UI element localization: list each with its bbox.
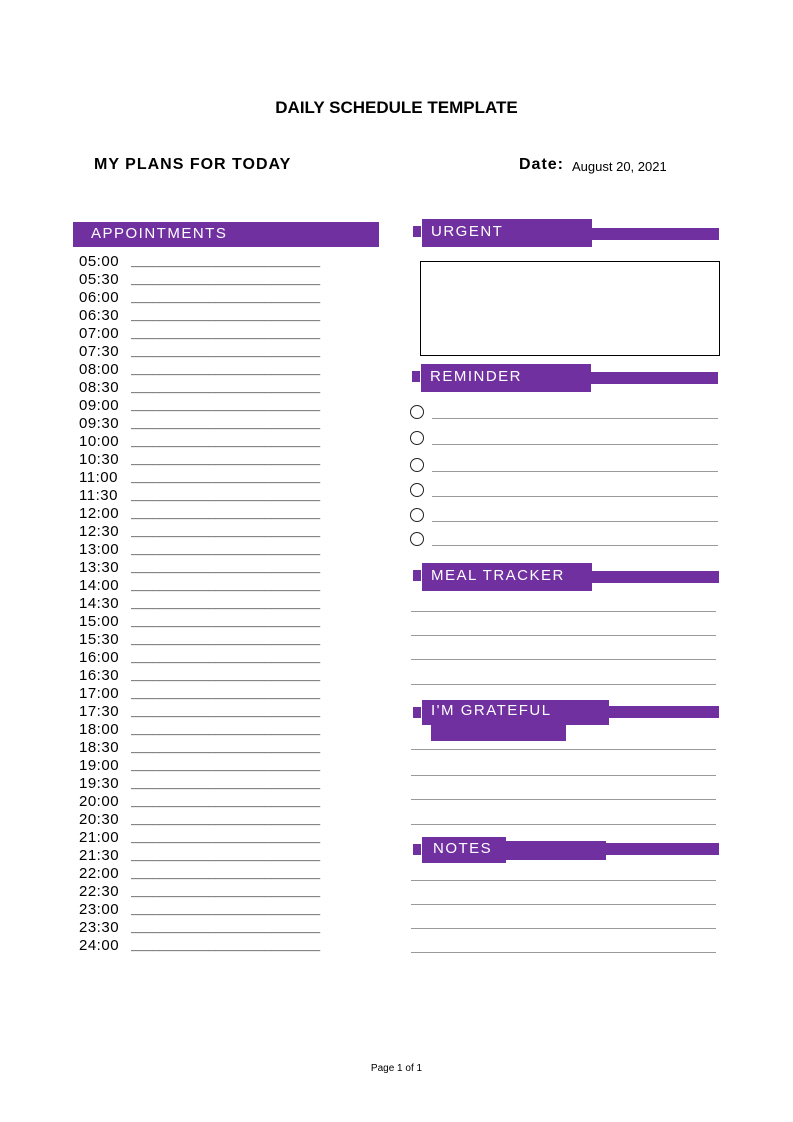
- appointment-time: 21:30: [79, 847, 120, 864]
- appointment-blank[interactable]: ___________________________: [131, 508, 321, 522]
- appointment-time: 05:30: [79, 271, 120, 288]
- appointment-blank[interactable]: ___________________________: [131, 904, 321, 918]
- appointment-time: 12:30: [79, 523, 120, 540]
- appointment-row[interactable]: [79, 847, 320, 865]
- banner-bar: [591, 372, 718, 384]
- appointment-blank[interactable]: ___________________________: [131, 382, 321, 396]
- appointment-blank[interactable]: ___________________________: [131, 328, 321, 342]
- appointment-row[interactable]: [79, 667, 320, 685]
- appointment-time: 15:30: [79, 631, 120, 648]
- reminder-checkbox[interactable]: [410, 431, 424, 445]
- appointment-row[interactable]: [79, 379, 320, 397]
- appointment-row[interactable]: [79, 883, 320, 901]
- appointment-blank[interactable]: ___________________________: [131, 814, 321, 828]
- appointment-time: 09:30: [79, 415, 120, 432]
- appointment-time: 10:30: [79, 451, 120, 468]
- appointment-row[interactable]: [79, 541, 320, 559]
- appointment-blank[interactable]: ___________________________: [131, 436, 321, 450]
- reminder-line[interactable]: [432, 418, 718, 419]
- appointment-row[interactable]: [79, 307, 320, 325]
- reminder-item[interactable]: [410, 405, 718, 421]
- appointment-blank[interactable]: ___________________________: [131, 292, 321, 306]
- urgent-text-box[interactable]: [420, 261, 720, 356]
- appointment-row[interactable]: [79, 811, 320, 829]
- appointment-time: 07:30: [79, 343, 120, 360]
- appointment-time: 08:00: [79, 361, 120, 378]
- appointment-time: 06:00: [79, 289, 120, 306]
- appointment-blank[interactable]: ___________________________: [131, 490, 321, 504]
- appointment-time: 14:00: [79, 577, 120, 594]
- appointment-row[interactable]: [79, 703, 320, 721]
- appointment-row[interactable]: [79, 757, 320, 775]
- appointment-blank[interactable]: ___________________________: [131, 850, 321, 864]
- appointment-row[interactable]: [79, 433, 320, 451]
- appointment-blank[interactable]: ___________________________: [131, 868, 321, 882]
- document-title: DAILY SCHEDULE TEMPLATE: [275, 98, 518, 117]
- appointment-row[interactable]: [79, 937, 320, 955]
- appointment-time: 23:30: [79, 919, 120, 936]
- reminder-line[interactable]: [432, 521, 718, 522]
- appointment-blank[interactable]: ___________________________: [131, 526, 321, 540]
- appointment-time: 11:30: [79, 487, 118, 504]
- meal-tracker-title: MEAL TRACKER: [431, 567, 565, 584]
- appointment-row[interactable]: [79, 271, 320, 289]
- appointment-blank[interactable]: ___________________________: [131, 706, 321, 720]
- banner-tab: [413, 707, 421, 718]
- appointment-time: 23:00: [79, 901, 120, 918]
- urgent-banner: [413, 219, 719, 247]
- appointment-time: 10:00: [79, 433, 120, 450]
- reminder-checkbox[interactable]: [410, 405, 424, 419]
- appointment-row[interactable]: [79, 325, 320, 343]
- banner-bar: [592, 571, 719, 583]
- meal-line[interactable]: [411, 659, 716, 660]
- appointment-row[interactable]: [79, 289, 320, 307]
- appointment-row[interactable]: [79, 919, 320, 937]
- meal-tracker-banner: [413, 563, 719, 591]
- appointment-row[interactable]: [79, 343, 320, 361]
- notes-banner: [413, 837, 719, 863]
- notes-line[interactable]: [411, 952, 716, 953]
- reminder-line[interactable]: [432, 444, 718, 445]
- notes-line[interactable]: [411, 928, 716, 929]
- appointment-blank[interactable]: ___________________________: [131, 544, 321, 558]
- urgent-title: URGENT: [431, 223, 504, 240]
- banner-bar: [606, 843, 719, 855]
- banner-tab: [413, 570, 421, 581]
- appointment-time: 20:00: [79, 793, 120, 810]
- appointment-blank[interactable]: ___________________________: [131, 724, 321, 738]
- appointment-time: 18:00: [79, 721, 120, 738]
- reminder-title: REMINDER: [430, 368, 523, 385]
- appointment-blank[interactable]: ___________________________: [131, 922, 321, 936]
- appointment-row[interactable]: [79, 685, 320, 703]
- appointment-blank[interactable]: ___________________________: [131, 598, 321, 612]
- banner-tab: [413, 844, 421, 855]
- reminder-banner: [412, 364, 718, 392]
- reminder-checkbox[interactable]: [410, 508, 424, 522]
- reminder-item[interactable]: [410, 532, 718, 548]
- banner-bar: [609, 706, 719, 718]
- banner-box-lower: [506, 841, 606, 860]
- notes-line[interactable]: [411, 880, 716, 881]
- appointment-blank[interactable]: ___________________________: [131, 418, 321, 432]
- reminder-item[interactable]: [410, 508, 718, 524]
- appointment-time: 21:00: [79, 829, 120, 846]
- appointment-blank[interactable]: ___________________________: [131, 760, 321, 774]
- appointment-blank[interactable]: ___________________________: [131, 634, 321, 648]
- banner-tab: [412, 371, 420, 382]
- date-value[interactable]: August 20, 2021: [572, 159, 667, 174]
- appointment-time: 19:00: [79, 757, 120, 774]
- appointment-blank[interactable]: ___________________________: [131, 796, 321, 810]
- appointment-row[interactable]: [79, 721, 320, 739]
- appointment-time: 11:00: [79, 469, 118, 486]
- appointment-blank[interactable]: ___________________________: [131, 562, 321, 576]
- grateful-line[interactable]: [411, 824, 716, 825]
- appointment-blank[interactable]: ___________________________: [131, 688, 321, 702]
- meal-line[interactable]: [411, 684, 716, 685]
- appointment-time: 24:00: [79, 937, 120, 954]
- plans-heading: MY PLANS FOR TODAY: [94, 156, 292, 173]
- appointment-time: 07:00: [79, 325, 120, 342]
- appointment-time: 15:00: [79, 613, 120, 630]
- reminder-checkbox[interactable]: [410, 532, 424, 546]
- appointment-blank[interactable]: ___________________________: [131, 886, 321, 900]
- appointment-time: 09:00: [79, 397, 120, 414]
- appointment-row[interactable]: [79, 739, 320, 757]
- appointment-time: 06:30: [79, 307, 120, 324]
- appointment-blank[interactable]: ___________________________: [131, 616, 321, 630]
- reminder-line[interactable]: [432, 496, 718, 497]
- reminder-item[interactable]: [410, 483, 718, 499]
- appointment-time: 16:00: [79, 649, 120, 666]
- grateful-title: I'M GRATEFUL: [431, 702, 552, 719]
- notes-title: NOTES: [433, 840, 493, 857]
- appointment-blank[interactable]: ___________________________: [131, 310, 321, 324]
- appointment-row[interactable]: [79, 415, 320, 433]
- appointment-blank[interactable]: ___________________________: [131, 472, 321, 486]
- reminder-line[interactable]: [432, 471, 718, 472]
- appointment-row[interactable]: [79, 577, 320, 595]
- appointment-time: 05:00: [79, 253, 120, 270]
- appointment-list: [79, 253, 320, 955]
- appointments-title: APPOINTMENTS: [91, 225, 228, 242]
- appointment-time: 16:30: [79, 667, 120, 684]
- appointment-row[interactable]: [79, 613, 320, 631]
- appointment-time: 22:30: [79, 883, 120, 900]
- appointment-row[interactable]: [79, 523, 320, 541]
- appointment-time: 12:00: [79, 505, 120, 522]
- appointment-blank[interactable]: ___________________________: [131, 652, 321, 666]
- appointment-blank[interactable]: ___________________________: [131, 274, 321, 288]
- appointment-blank[interactable]: ___________________________: [131, 580, 321, 594]
- appointment-time: 13:30: [79, 559, 120, 576]
- appointment-time: 17:00: [79, 685, 120, 702]
- appointment-blank[interactable]: ___________________________: [131, 364, 321, 378]
- appointment-time: 22:00: [79, 865, 120, 882]
- banner-bar: [592, 228, 719, 240]
- appointment-row[interactable]: [79, 775, 320, 793]
- notes-line[interactable]: [411, 904, 716, 905]
- reminder-checkbox[interactable]: [410, 458, 424, 472]
- banner-tab: [413, 226, 421, 237]
- appointment-blank[interactable]: ___________________________: [131, 940, 321, 954]
- appointment-row[interactable]: [79, 865, 320, 883]
- appointment-time: 19:30: [79, 775, 120, 792]
- grateful-line[interactable]: [411, 775, 716, 776]
- grateful-line[interactable]: [411, 799, 716, 800]
- appointment-row[interactable]: [79, 901, 320, 919]
- appointment-blank[interactable]: ___________________________: [131, 454, 321, 468]
- appointment-blank[interactable]: ___________________________: [131, 346, 321, 360]
- appointment-blank[interactable]: ___________________________: [131, 400, 321, 414]
- reminder-checkbox[interactable]: [410, 483, 424, 497]
- appointment-blank[interactable]: ___________________________: [131, 670, 321, 684]
- appointment-blank[interactable]: ___________________________: [131, 832, 321, 846]
- appointment-row[interactable]: [79, 397, 320, 415]
- appointment-row[interactable]: [79, 451, 320, 469]
- appointment-time: 08:30: [79, 379, 120, 396]
- appointment-blank[interactable]: ___________________________: [131, 742, 321, 756]
- appointment-row[interactable]: [79, 793, 320, 811]
- grateful-banner: [413, 700, 719, 742]
- banner-box-lower: [431, 725, 566, 741]
- grateful-line[interactable]: [411, 749, 716, 750]
- appointment-row[interactable]: [79, 595, 320, 613]
- appointment-row[interactable]: [79, 487, 320, 505]
- appointment-row[interactable]: [79, 469, 320, 487]
- meal-line[interactable]: [411, 635, 716, 636]
- appointment-time: 18:30: [79, 739, 120, 756]
- reminder-item[interactable]: [410, 431, 718, 447]
- appointment-time: 13:00: [79, 541, 120, 558]
- meal-line[interactable]: [411, 611, 716, 612]
- appointment-time: 14:30: [79, 595, 120, 612]
- page-footer: Page 1 of 1: [370, 1063, 423, 1074]
- appointment-blank[interactable]: ___________________________: [131, 778, 321, 792]
- appointment-row[interactable]: [79, 649, 320, 667]
- reminder-line[interactable]: [432, 545, 718, 546]
- appointment-time: 20:30: [79, 811, 120, 828]
- appointments-header: [73, 222, 379, 247]
- appointment-row[interactable]: [79, 829, 320, 847]
- date-label: Date:: [519, 156, 565, 173]
- appointment-time: 17:30: [79, 703, 120, 720]
- reminder-item[interactable]: [410, 458, 718, 474]
- appointment-blank[interactable]: ___________________________: [131, 256, 321, 270]
- appointment-row[interactable]: [79, 631, 320, 649]
- appointment-row[interactable]: [79, 361, 320, 379]
- appointment-row[interactable]: [79, 505, 320, 523]
- appointment-row[interactable]: [79, 559, 320, 577]
- appointment-row[interactable]: [79, 253, 320, 271]
